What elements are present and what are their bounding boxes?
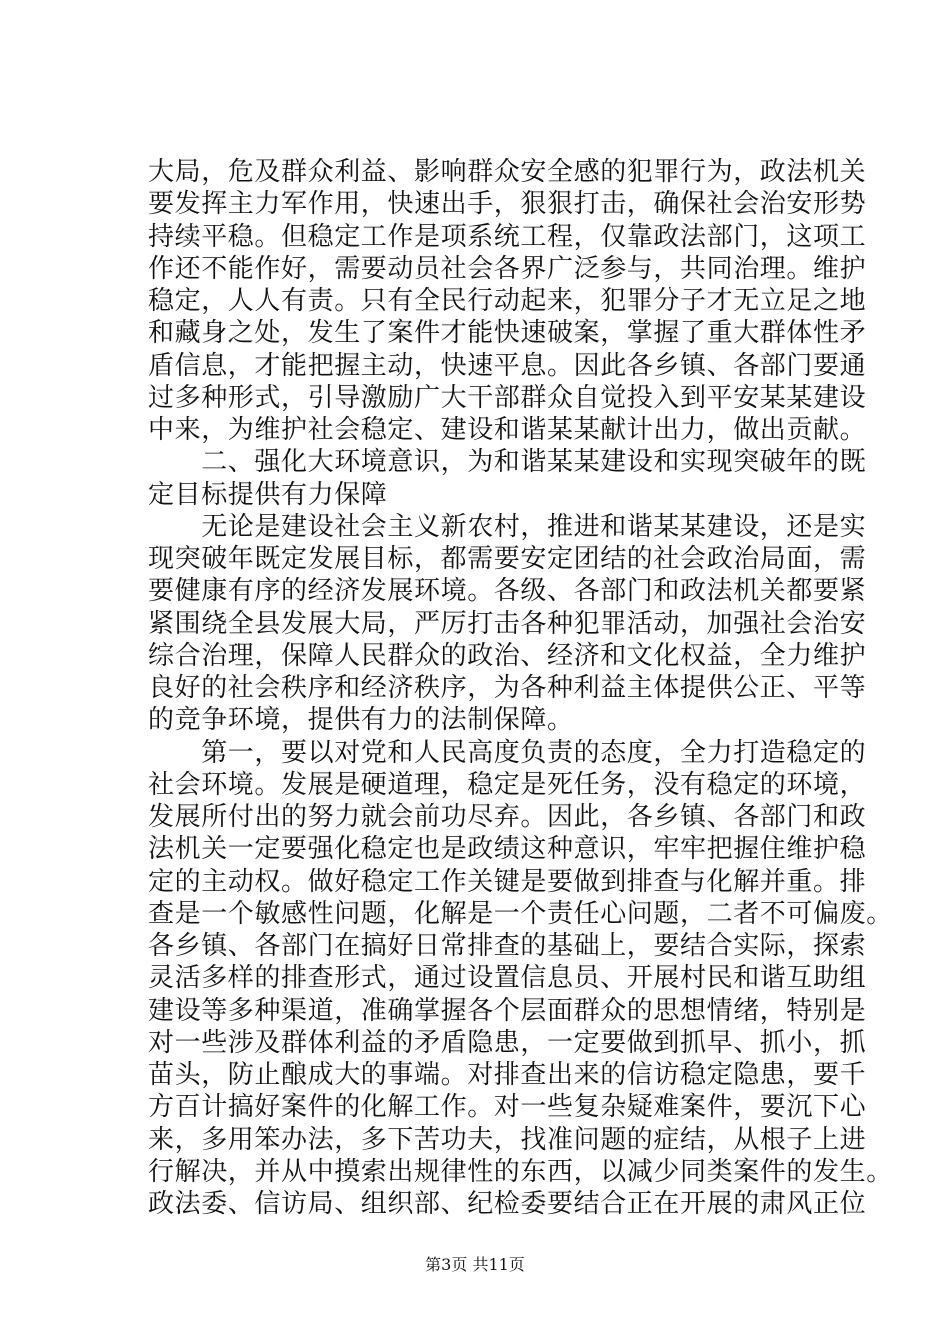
text-line: 发展所付出的努力就会前功尽弃。因此，各乡镇、各部门和政: [148, 802, 867, 832]
text-line: 查是一个敏感性问题，化解是一个责任心问题，二者不可偏废。: [148, 898, 893, 929]
text-line: 社会环境。发展是硬道理，稳定是死任务，没有稳定的环境，: [148, 769, 867, 800]
text-line: 行解决，并从中摸索出规律性的东西，以减少同类案件的发生。: [148, 1156, 893, 1187]
text-line: 大局，危及群众利益、影响群众安全感的犯罪行为，政法机关: [148, 157, 867, 187]
text-line: 来，多用笨办法，多下苦功夫，找准问题的症结，从根子上进: [148, 1124, 867, 1155]
text-line: 定的主动权。做好稳定工作关键是要做到排查与化解并重。排: [148, 866, 867, 897]
text-line: 稳定，人人有责。只有全民行动起来，犯罪分子才无立足之地: [148, 286, 867, 316]
text-line: 无论是建设社会主义新农村，推进和谐某某建设，还是实: [148, 511, 867, 542]
text-line: 现突破年既定发展目标，都需要安定团结的社会政治局面，需: [148, 544, 867, 574]
text-line: 良好的社会秩序和经济秩序，为各种利益主体提供公正、平等: [148, 673, 867, 703]
text-line: 政法委、信访局、组织部、纪检委要结合正在开展的肃风正位: [148, 1189, 867, 1219]
text-line: 灵活多样的排查形式，通过设置信息员、开展村民和谐互助组: [148, 963, 867, 994]
text-line: 综合治理，保障人民群众的政治、经济和文化权益，全力维护: [148, 640, 867, 671]
text-line: 持续平稳。但稳定工作是项系统工程，仅靠政法部门，这项工: [148, 221, 867, 252]
text-line: 的竞争环境，提供有力的法制保障。: [148, 705, 574, 736]
body-text: [148, 156, 893, 1220]
text-line: 对一些涉及群体利益的矛盾隐患，一定要做到抓早、抓小，抓: [148, 1027, 867, 1058]
text-line: 盾信息，才能把握主动，快速平息。因此各乡镇、各部门要通: [148, 350, 867, 381]
text-line: 定目标提供有力保障: [148, 479, 388, 510]
text-line: 第一，要以对党和人民高度负责的态度，全力打造稳定的: [148, 737, 867, 768]
text-line: 二、强化大环境意识，为和谐某某建设和实现突破年的既: [148, 447, 867, 478]
text-line: 要发挥主力军作用，快速出手，狠狠打击，确保社会治安形势: [148, 189, 867, 220]
text-line: 要健康有序的经济发展环境。各级、各部门和政法机关都要紧: [148, 576, 867, 607]
text-line: 建设等多种渠道，准确掌握各个层面群众的思想情绪，特别是: [148, 995, 867, 1026]
text-line: 苗头，防止酿成大的事端。对排查出来的信访稳定隐患，要千: [148, 1060, 867, 1090]
text-line: 中来，为维护社会稳定、建设和谐某某献计出力，做出贡献。: [148, 415, 867, 445]
text-line: 作还不能作好，需要动员社会各界广泛参与，共同治理。维护: [148, 253, 867, 284]
text-line: 过多种形式，引导激励广大干部群众自觉投入到平安某某建设: [148, 382, 867, 413]
text-line: 紧围绕全县发展大局，严厉打击各种犯罪活动，加强社会治安: [148, 608, 867, 639]
text-line: 各乡镇、各部门在搞好日常排查的基础上，要结合实际，探索: [148, 931, 867, 961]
text-line: 法机关一定要强化稳定也是政绩这种意识，牢牢把握住维护稳: [148, 834, 867, 865]
text-line: 方百计搞好案件的化解工作。对一些复杂疑难案件，要沉下心: [148, 1092, 867, 1123]
page-footer: 第3页 共11页: [425, 1255, 525, 1274]
text-line: 和藏身之处，发生了案件才能快速破案，掌握了重大群体性矛: [148, 318, 867, 349]
